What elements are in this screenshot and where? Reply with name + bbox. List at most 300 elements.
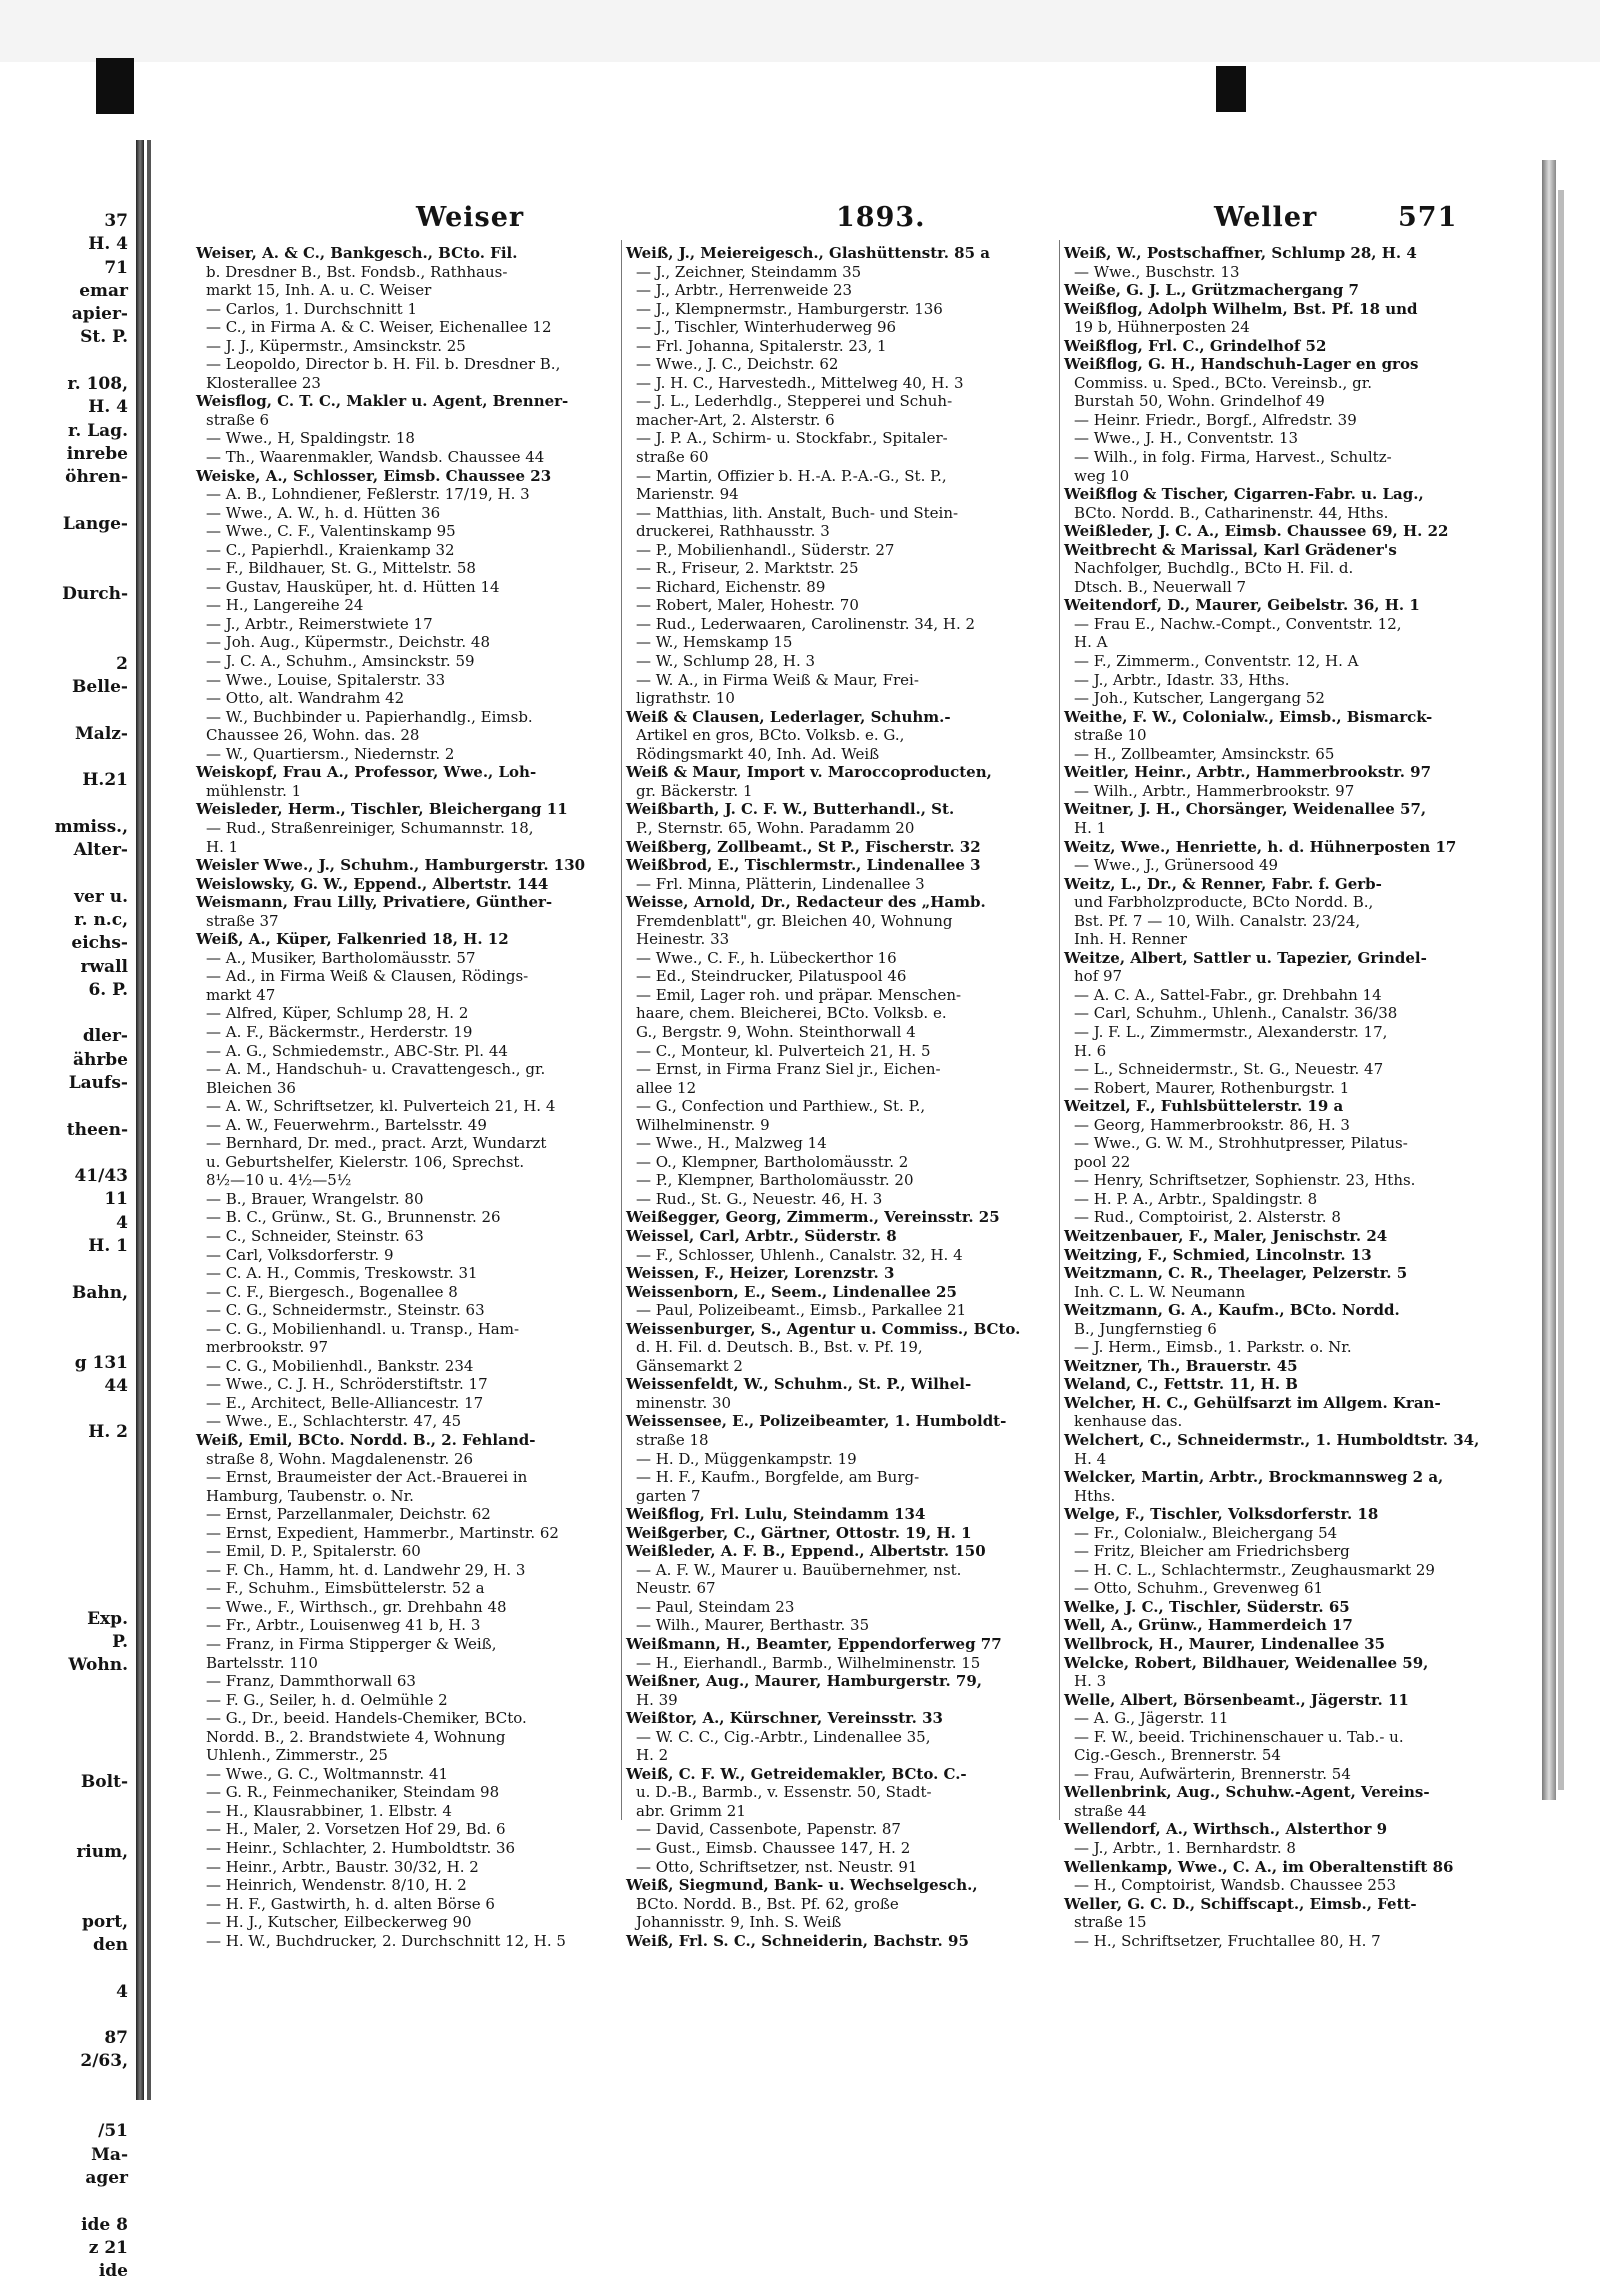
entry-line: — Wwe., G. C., Woltmannstr. 41 xyxy=(206,1764,449,1783)
entry-line: — H. J., Kutscher, Eilbeckerweg 90 xyxy=(206,1913,472,1932)
entry-heading: Weiß & Maur, Import v. Maroccoproducten, xyxy=(626,763,992,782)
entry-line: H. 3 xyxy=(1074,1672,1107,1691)
entry-heading: Weitzmann, G. A., Kaufm., BCto. Nordd. xyxy=(1064,1301,1400,1320)
entry-line: — Gustav, Hausküper, ht. d. Hütten 14 xyxy=(206,577,500,596)
entry-line: — B., Brauer, Wrangelstr. 80 xyxy=(206,1189,424,1208)
entry-line: — Otto, Schriftsetzer, nst. Neustr. 91 xyxy=(636,1857,918,1876)
margin-fragment xyxy=(0,1002,132,1025)
entry-line: straße 60 xyxy=(636,448,709,467)
entry-line: — Paul, Polizeibeamt., Eimsb., Parkallee 21 xyxy=(636,1301,967,1320)
entry-line: mühlenstr. 1 xyxy=(206,781,302,800)
entry-line: Bst. Pf. 7 — 10, Wilh. Canalstr. 23/24, xyxy=(1074,911,1361,930)
entry-line: allee 12 xyxy=(636,1078,697,1097)
header-left-keyword: Weiser xyxy=(416,202,525,233)
entry-heading: Weitzenbauer, F., Maler, Jenischstr. 24 xyxy=(1064,1226,1388,1245)
entry-line: — Rud., Comptoirist, 2. Alsterstr. 8 xyxy=(1074,1208,1341,1227)
entry-line: — F. G., Seiler, h. d. Oelmühle 2 xyxy=(206,1690,448,1709)
margin-fragment xyxy=(0,1724,132,1747)
entry-line: pool 22 xyxy=(1074,1152,1131,1171)
entry-line: — Ed., Steindrucker, Pilatuspool 46 xyxy=(636,967,907,986)
entry-line: — A. B., Lohndiener, Feßlerstr. 17/19, H. 3 xyxy=(206,485,530,504)
page-number: 571 xyxy=(1398,202,1458,233)
entry-line: markt 15, Inh. A. u. C. Weiser xyxy=(206,281,432,300)
entry-line: — A. F. W., Maurer u. Bauübernehmer, nst. xyxy=(636,1560,962,1579)
directory-column-2 xyxy=(626,244,1056,1950)
margin-fragment: 11 xyxy=(104,1189,128,1210)
margin-fragment xyxy=(0,1515,132,1538)
entry-heading: Welchert, C., Schneidermstr., 1. Humboldtstr. 34, xyxy=(1064,1431,1480,1449)
entry-line: — P., Klempner, Bartholomäusstr. 20 xyxy=(636,1171,914,1190)
entry-heading: Weitendorf, D., Maurer, Geibelstr. 36, H. 1 xyxy=(1064,596,1420,615)
entry-line: kenhause das. xyxy=(1074,1412,1183,1431)
margin-fragment xyxy=(0,1142,132,1165)
entry-line: BCto. Nordd. B., Bst. Pf. 62, große xyxy=(636,1894,899,1913)
margin-fragment: port, xyxy=(82,1911,128,1932)
entry-heading: Weiser, A. & C., Bankgesch., BCto. Fil. xyxy=(196,244,518,262)
entry-heading: Weißberg, Zollbeamt., St P., Fischerstr. 32 xyxy=(626,837,981,856)
entry-line: — Wwe., J. H., Conventstr. 13 xyxy=(1074,429,1299,448)
entry-line: — Fr., Arbtr., Louisenweg 41 b, H. 3 xyxy=(206,1616,481,1635)
margin-fragment: 71 xyxy=(104,257,128,278)
entry-line: Hths. xyxy=(1074,1486,1116,1505)
entry-line: — H., Klausrabbiner, 1. Elbstr. 4 xyxy=(206,1801,452,1820)
entry-line: H. 1 xyxy=(1074,818,1107,837)
entry-line: macher-Art, 2. Alsterstr. 6 xyxy=(636,410,835,429)
entry-line: hof 97 xyxy=(1074,967,1123,986)
margin-fragment: Alter- xyxy=(73,840,128,861)
directory-column-3 xyxy=(1064,244,1500,1950)
entry-line: — J. P. A., Schirm- u. Stockfabr., Spitaler- xyxy=(636,429,948,448)
entry-heading: Weißbarth, J. C. F. W., Butterhandl., St. xyxy=(626,800,955,819)
entry-heading: Weiß, Emil, BCto. Nordd. B., 2. Fehland- xyxy=(196,1431,536,1449)
margin-fragment: H. 1 xyxy=(88,1236,128,1257)
margin-fragment xyxy=(0,1468,132,1491)
entry-line: — C. G., Mobilienhdl., Bankstr. 234 xyxy=(206,1356,474,1375)
margin-fragment xyxy=(0,792,132,815)
entry-line: — A. G., Schmiedemstr., ABC-Str. Pl. 44 xyxy=(206,1041,508,1060)
entry-heading: Weithe, F. W., Colonialw., Eimsb., Bismarck- xyxy=(1064,707,1433,726)
entry-line: B., Jungfernstieg 6 xyxy=(1074,1319,1217,1338)
entry-line: — Wilh., Arbtr., Hammerbrookstr. 97 xyxy=(1074,781,1355,800)
entry-heading: Welge, F., Tischler, Volksdorferstr. 18 xyxy=(1064,1505,1379,1524)
entry-line: — A. C. A., Sattel-Fabr., gr. Drehbahn 14 xyxy=(1074,985,1382,1004)
entry-line: P., Sternstr. 65, Wohn. Paradamm 20 xyxy=(636,818,915,837)
entry-heading: Weitzing, F., Schmied, Lincolnstr. 13 xyxy=(1064,1245,1372,1264)
previous-page-strip xyxy=(0,210,132,2282)
entry-line: Chaussee 26, Wohn. das. 28 xyxy=(206,726,420,745)
entry-line: G., Bergstr. 9, Wohn. Steinthorwall 4 xyxy=(636,1022,916,1041)
entry-line: — Ernst, Parzellanmaler, Deichstr. 62 xyxy=(206,1505,491,1524)
margin-fragment: g 131 xyxy=(74,1352,128,1373)
entry-line: — H. W., Buchdrucker, 2. Durchschnitt 12, H. 5 xyxy=(206,1931,566,1950)
entry-line: — F., Schlosser, Uhlenh., Canalstr. 32, H. 4 xyxy=(636,1245,963,1264)
entry-line: — J., Arbtr., Reimerstwiete 17 xyxy=(206,614,433,633)
entry-heading: Weitz, Wwe., Henriette, h. d. Hühnerposten 17 xyxy=(1064,837,1457,856)
entry-heading: Weißner, Aug., Maurer, Hamburgerstr. 79, xyxy=(626,1672,983,1691)
entry-line: Bartelsstr. 110 xyxy=(206,1653,318,1672)
entry-line: Nachfolger, Buchdlg., BCto H. Fil. d. xyxy=(1074,559,1354,578)
entry-line: — Franz, Dammthorwall 63 xyxy=(206,1672,416,1691)
entry-line: — Wwe., F., Wirthsch., gr. Drehbahn 48 xyxy=(206,1597,507,1616)
entry-line: — Wwe., C. F., h. Lübeckerthor 16 xyxy=(636,948,897,967)
margin-fragment: Wohn. xyxy=(68,1655,128,1676)
entry-line: — H., Maler, 2. Vorsetzen Hof 29, Bd. 6 xyxy=(206,1820,506,1839)
header-right-keyword: Weller xyxy=(1214,202,1318,233)
margin-fragment: ager xyxy=(85,2167,128,2188)
entry-line: — L., Schneidermstr., St. G., Neuestr. 47 xyxy=(1074,1060,1384,1079)
entry-line: — Ernst, Expedient, Hammerbr., Martinstr. 62 xyxy=(206,1523,559,1542)
entry-line: — Ernst, Braumeister der Act.-Brauerei in xyxy=(206,1468,528,1487)
margin-fragment: Laufs- xyxy=(68,1072,128,1093)
page-edge xyxy=(1542,160,1556,1800)
entry-line: Burstah 50, Wohn. Grindelhof 49 xyxy=(1074,392,1325,411)
entry-line: — Wwe., C. J. H., Schröderstiftstr. 17 xyxy=(206,1375,488,1394)
entry-line: — G. R., Feinmechaniker, Steindam 98 xyxy=(206,1783,500,1802)
margin-fragment xyxy=(0,1095,132,1118)
margin-fragment: rwall xyxy=(80,956,128,977)
entry-line: — J. Herm., Eimsb., 1. Parkstr. o. Nr. xyxy=(1074,1338,1352,1357)
margin-fragment xyxy=(0,490,132,513)
margin-fragment xyxy=(0,746,132,769)
entry-line: — Robert, Maurer, Rothenburgstr. 1 xyxy=(1074,1078,1350,1097)
entry-line: u. Geburtshelfer, Kielerstr. 106, Sprechst. xyxy=(206,1152,525,1171)
entry-line: — Carl, Volksdorferstr. 9 xyxy=(206,1245,394,1264)
entry-line: — A. W., Schriftsetzer, kl. Pulverteich 21, H. 4 xyxy=(206,1097,556,1116)
entry-line: — R., Friseur, 2. Marktstr. 25 xyxy=(636,559,859,578)
entry-line: 19 b, Hühnerposten 24 xyxy=(1074,318,1250,337)
book-gutter xyxy=(136,140,144,2100)
entry-line: — H., Schriftsetzer, Fruchtallee 80, H. 7 xyxy=(1074,1931,1381,1950)
entry-line: — W. A., in Firma Weiß & Maur, Frei- xyxy=(636,670,919,689)
running-header xyxy=(196,200,1536,244)
margin-fragment xyxy=(0,1817,132,1840)
margin-fragment xyxy=(0,1957,132,1980)
entry-line: gr. Bäckerstr. 1 xyxy=(636,781,753,800)
entry-line: — Frau E., Nachw.-Compt., Conventstr. 12, xyxy=(1074,614,1402,633)
entry-line: d. H. Fil. d. Deutsch. B., Bst. v. Pf. 19, xyxy=(636,1338,923,1357)
margin-fragment xyxy=(0,2074,132,2097)
margin-fragment xyxy=(0,1491,132,1514)
entry-line: — F. Ch., Hamm, ht. d. Landwehr 29, H. 3 xyxy=(206,1560,526,1579)
directory-page xyxy=(196,200,1536,2100)
margin-fragment xyxy=(0,1305,132,1328)
margin-fragment: St. P. xyxy=(80,327,128,348)
entry-heading: Weißbrod, E., Tischlermstr., Lindenallee 3 xyxy=(626,856,981,875)
entry-line: Neustr. 67 xyxy=(636,1579,716,1598)
entry-heading: Welcke, Robert, Bildhauer, Weidenallee 59, xyxy=(1064,1653,1429,1672)
margin-fragment xyxy=(0,1864,132,1887)
entry-heading: Weitz, L., Dr., & Renner, Fabr. f. Gerb- xyxy=(1064,874,1382,893)
entry-line: — Joh. Aug., Küpermstr., Deichstr. 48 xyxy=(206,633,491,652)
entry-line: — Wwe., E., Schlachterstr. 47, 45 xyxy=(206,1412,462,1431)
entry-line: — W., Hemskamp 15 xyxy=(636,633,793,652)
entry-heading: Weitzner, Th., Brauerstr. 45 xyxy=(1064,1356,1298,1375)
entry-line: BCto. Nordd. B., Catharinenstr. 44, Hths. xyxy=(1074,503,1389,522)
page-edge xyxy=(1558,190,1564,1790)
entry-line: druckerei, Rathhausstr. 3 xyxy=(636,522,830,541)
margin-fragment: den xyxy=(92,1934,128,1955)
entry-heading: Weiß, Frl. S. C., Schneiderin, Bachstr. 95 xyxy=(626,1931,969,1950)
entry-line: Inh. C. L. W. Neumann xyxy=(1074,1282,1246,1301)
entry-heading: Weitbrecht & Marissal, Karl Grädener's xyxy=(1064,540,1397,559)
margin-fragment: r. 108, xyxy=(67,374,128,395)
entry-heading: Weitler, Heinr., Arbtr., Hammerbrookstr. 97 xyxy=(1064,763,1432,782)
entry-line: — C., Schneider, Steinstr. 63 xyxy=(206,1226,424,1245)
entry-line: H. 1 xyxy=(206,837,239,856)
entry-line: — H., Langereihe 24 xyxy=(206,596,364,615)
entry-line: — C. G., Mobilienhandl. u. Transp., Ham- xyxy=(206,1319,520,1338)
scan-top-margin xyxy=(0,0,1600,62)
entry-line: — Wwe., Louise, Spitalerstr. 33 xyxy=(206,670,446,689)
entry-line: — Robert, Maler, Hohestr. 70 xyxy=(636,596,859,615)
entry-line: — Wwe., J., Grünersood 49 xyxy=(1074,856,1279,875)
entry-heading: Weiske, A., Schlosser, Eimsb. Chaussee 23 xyxy=(196,466,552,485)
entry-heading: Weißflog, Frl. Lulu, Steindamm 134 xyxy=(626,1505,926,1524)
entry-line: — C. G., Schneidermstr., Steinstr. 63 xyxy=(206,1301,485,1320)
entry-line: — A. W., Feuerwehrm., Bartelsstr. 49 xyxy=(206,1115,487,1134)
entry-line: — Rud., Lederwaaren, Carolinenstr. 34, H. 2 xyxy=(636,614,976,633)
entry-line: Nordd. B., 2. Brandstwiete 4, Wohnung xyxy=(206,1727,506,1746)
entry-heading: Weißflog, Adolph Wilhelm, Bst. Pf. 18 und xyxy=(1064,299,1418,318)
margin-fragment: Bolt- xyxy=(80,1771,128,1792)
entry-line: — Leopoldo, Director b. H. Fil. b. Dresdner B., xyxy=(206,355,561,374)
entry-line: — J. F. L., Zimmermstr., Alexanderstr. 17, xyxy=(1074,1022,1388,1041)
margin-fragment: Bahn, xyxy=(71,1282,128,1303)
entry-line: — Frau, Aufwärterin, Brennerstr. 54 xyxy=(1074,1764,1351,1783)
entry-line: — Wwe., H., Malzweg 14 xyxy=(636,1134,827,1153)
margin-fragment: 4 xyxy=(116,1212,128,1233)
entry-line: merbrookstr. 97 xyxy=(206,1338,329,1357)
entry-line: — A. M., Handschuh- u. Cravattengesch., gr. xyxy=(206,1060,546,1079)
entry-line: — W., Schlump 28, H. 3 xyxy=(636,652,816,671)
entry-line: — Georg, Hammerbrookstr. 86, H. 3 xyxy=(1074,1115,1350,1134)
entry-line: Hamburg, Taubenstr. o. Nr. xyxy=(206,1486,414,1505)
margin-fragment: dler- xyxy=(82,1026,128,1047)
entry-line: — H. P. A., Arbtr., Spaldingstr. 8 xyxy=(1074,1189,1318,1208)
entry-line: straße 8, Wohn. Magdalenenstr. 26 xyxy=(206,1449,474,1468)
entry-line: — Emil, D. P., Spitalerstr. 60 xyxy=(206,1542,421,1561)
entry-line: Dtsch. B., Neuerwall 7 xyxy=(1074,577,1247,596)
entry-line: Klosterallee 23 xyxy=(206,373,321,392)
entry-line: — F., Bildhauer, St. G., Mittelstr. 58 xyxy=(206,559,476,578)
entry-line: — Frl. Johanna, Spitalerstr. 23, 1 xyxy=(636,336,887,355)
entry-line: H. A xyxy=(1074,633,1108,652)
margin-fragment xyxy=(0,1887,132,1910)
entry-line: weg 10 xyxy=(1074,466,1130,485)
margin-fragment: H. 4 xyxy=(88,234,128,255)
entry-line: — Wwe., Buschstr. 13 xyxy=(1074,262,1240,281)
entry-heading: Wellendorf, A., Wirthsch., Alsterthor 9 xyxy=(1064,1820,1388,1839)
entry-heading: Weißflog, G. H., Handschuh-Lager en gros xyxy=(1064,355,1419,374)
entry-heading: Weitzmann, C. R., Theelager, Pelzerstr. 5 xyxy=(1064,1264,1408,1283)
margin-fragment xyxy=(0,1678,132,1701)
entry-line: — Wilh., Maurer, Berthastr. 35 xyxy=(636,1616,870,1635)
entry-line: — Wwe., J. C., Deichstr. 62 xyxy=(636,355,839,374)
margin-fragment: H.21 xyxy=(82,770,128,791)
column-rule xyxy=(621,240,622,1820)
entry-line: — Carl, Schuhm., Uhlenh., Canalstr. 36/38 xyxy=(1074,1004,1398,1023)
entry-line: — F. W., beeid. Trichinenschauer u. Tab.- u. xyxy=(1074,1727,1404,1746)
entry-line: H. 4 xyxy=(1074,1449,1107,1468)
entry-line: — Frl. Minna, Plätterin, Lindenallee 3 xyxy=(636,874,925,893)
thumb-tab-marker xyxy=(96,58,134,114)
entry-line: abr. Grimm 21 xyxy=(636,1801,746,1820)
entry-line: — Joh., Kutscher, Langergang 52 xyxy=(1074,689,1325,708)
entry-heading: Welcher, H. C., Gehülfsarzt im Allgem. Kran- xyxy=(1064,1393,1441,1412)
entry-line: — Ernst, in Firma Franz Siel jr., Eichen- xyxy=(636,1060,941,1079)
margin-fragment: Durch- xyxy=(62,583,128,604)
entry-heading: Weismann, Frau Lilly, Privatiere, Günther- xyxy=(196,893,553,912)
margin-fragment: inrebe xyxy=(66,443,128,464)
margin-fragment: ver u. xyxy=(74,886,128,907)
entry-line: — C., Papierhdl., Kraienkamp 32 xyxy=(206,540,455,559)
entry-line: — C., in Firma A. & C. Weiser, Eichenallee 12 xyxy=(206,318,552,337)
margin-fragment: theen- xyxy=(66,1119,128,1140)
entry-line: Heinestr. 33 xyxy=(636,930,730,949)
margin-fragment xyxy=(0,1748,132,1771)
entry-line: Rödingsmarkt 40, Inh. Ad. Weiß xyxy=(636,744,880,763)
margin-fragment: 4 xyxy=(116,1981,128,2002)
entry-line: — H. C. L., Schlachtermstr., Zeughausmarkt 29 xyxy=(1074,1560,1435,1579)
entry-line: ligrathstr. 10 xyxy=(636,689,735,708)
entry-heading: Welcker, Martin, Arbtr., Brockmannsweg 2 a, xyxy=(1064,1468,1444,1487)
margin-fragment xyxy=(0,350,132,373)
entry-line: b. Dresdner B., Bst. Fondsb., Rathhaus- xyxy=(206,262,508,281)
margin-fragment xyxy=(0,1561,132,1584)
entry-heading: Weislowsky, G. W., Eppend., Albertstr. 144 xyxy=(196,874,549,893)
entry-heading: Weitze, Albert, Sattler u. Tapezier, Grindel- xyxy=(1064,948,1427,967)
entry-line: — Carlos, 1. Durchschnitt 1 xyxy=(206,299,418,318)
entry-line: Bleichen 36 xyxy=(206,1078,296,1097)
entry-line: — Emil, Lager roh. und präpar. Menschen- xyxy=(636,985,962,1004)
entry-line: — Henry, Schriftsetzer, Sophienstr. 23, Hths. xyxy=(1074,1171,1416,1190)
entry-heading: Well, A., Grünw., Hammerdeich 17 xyxy=(1064,1616,1353,1635)
margin-fragment: r. Lag. xyxy=(67,420,128,441)
entry-line: — J. H. C., Harvestedh., Mittelweg 40, H. 3 xyxy=(636,373,964,392)
margin-fragment xyxy=(0,1585,132,1608)
entry-line: — H., Comptoirist, Wandsb. Chaussee 253 xyxy=(1074,1876,1397,1895)
entry-line: — H., Eierhandl., Barmb., Wilhelminenstr. 15 xyxy=(636,1653,981,1672)
margin-fragment: ide xyxy=(98,2261,128,2282)
entry-line: straße 44 xyxy=(1074,1801,1147,1820)
entry-line: — Heinr., Arbtr., Baustr. 30/32, H. 2 xyxy=(206,1857,479,1876)
entry-line: — F., Zimmerm., Conventstr. 12, H. A xyxy=(1074,652,1359,671)
entry-heading: Weißleder, J. C. A., Eimsb. Chaussee 69, H. 22 xyxy=(1064,522,1449,541)
entry-line: — P., Mobilienhandl., Süderstr. 27 xyxy=(636,540,895,559)
entry-line: straße 10 xyxy=(1074,726,1147,745)
entry-line: — Wwe., G. W. M., Strohhutpresser, Pilatus- xyxy=(1074,1134,1408,1153)
entry-line: — H. F., Gastwirth, h. d. alten Börse 6 xyxy=(206,1894,495,1913)
entry-heading: Weißegger, Georg, Zimmerm., Vereinsstr. 25 xyxy=(626,1208,1000,1227)
entry-line: H. 6 xyxy=(1074,1041,1107,1060)
entry-line: straße 18 xyxy=(636,1431,709,1449)
entry-heading: Weisler Wwe., J., Schuhm., Hamburgerstr. 130 xyxy=(196,856,586,875)
entry-line: — J., Zeichner, Steindamm 35 xyxy=(636,262,862,281)
entry-line: Johannisstr. 9, Inh. S. Weiß xyxy=(636,1913,842,1932)
margin-fragment: Malz- xyxy=(74,723,128,744)
entry-line: — O., Klempner, Bartholomäusstr. 2 xyxy=(636,1152,909,1171)
margin-fragment: 2 xyxy=(116,653,128,674)
entry-line: — W., Buchbinder u. Papierhandlg., Eimsb. xyxy=(206,707,533,726)
margin-fragment: ide 8 xyxy=(81,2214,128,2235)
entry-line: Inh. H. Renner xyxy=(1074,930,1187,949)
entry-line: — H., Zollbeamter, Amsinckstr. 65 xyxy=(1074,744,1335,763)
margin-fragment: mmiss., xyxy=(54,816,128,837)
margin-fragment: H. 4 xyxy=(88,397,128,418)
entry-line: — Heinr., Schlachter, 2. Humboldtstr. 36 xyxy=(206,1839,516,1858)
entry-line: — Wwe., A. W., h. d. Hütten 36 xyxy=(206,503,441,522)
entry-line: — C. A. H., Commis, Treskowstr. 31 xyxy=(206,1264,478,1283)
margin-fragment: Exp. xyxy=(87,1608,128,1629)
entry-line: straße 15 xyxy=(1074,1913,1147,1932)
entry-line: — Otto, Schuhm., Grevenweg 61 xyxy=(1074,1579,1324,1598)
entry-line: — J., Arbtr., Idastr. 33, Hths. xyxy=(1074,670,1290,689)
entry-line: — Wwe., H, Spaldingstr. 18 xyxy=(206,429,415,448)
entry-heading: Weiß, J., Meiereigesch., Glashüttenstr. 85 a xyxy=(626,244,990,262)
entry-line: straße 6 xyxy=(206,410,270,429)
entry-heading: Weißtor, A., Kürschner, Vereinsstr. 33 xyxy=(626,1709,943,1728)
entry-heading: Weiße, G. J. L., Grützmachergang 7 xyxy=(1064,281,1359,300)
margin-fragment: Lange- xyxy=(62,513,128,534)
entry-heading: Weiß, C. F. W., Getreidemakler, BCto. C.- xyxy=(626,1764,967,1783)
margin-fragment xyxy=(0,862,132,885)
entry-heading: Weissensee, E., Polizeibeamter, 1. Humboldt- xyxy=(626,1412,1007,1431)
margin-fragment: apier- xyxy=(71,304,128,325)
margin-fragment: Belle- xyxy=(72,676,128,697)
margin-fragment xyxy=(0,1328,132,1351)
entry-heading: Weissenborn, E., Seem., Lindenallee 25 xyxy=(626,1282,957,1301)
entry-heading: Weißleder, A. F. B., Eppend., Albertstr. 150 xyxy=(626,1542,986,1561)
entry-line: — J., Arbtr., 1. Bernhardstr. 8 xyxy=(1074,1839,1296,1858)
entry-line: — W. C. C., Cig.-Arbtr., Lindenallee 35, xyxy=(636,1727,931,1746)
entry-heading: Weller, G. C. D., Schiffscapt., Eimsb., Fett- xyxy=(1064,1894,1417,1913)
entry-line: markt 47 xyxy=(206,985,276,1004)
entry-line: Cig.-Gesch., Brennerstr. 54 xyxy=(1074,1746,1281,1765)
entry-line: — A., Musiker, Bartholomäusstr. 57 xyxy=(206,948,476,967)
margin-fragment xyxy=(0,1701,132,1724)
entry-line: — Matthias, lith. Anstalt, Buch- und Stein- xyxy=(636,503,959,522)
entry-line: — Bernhard, Dr. med., pract. Arzt, Wundarzt xyxy=(206,1134,547,1153)
entry-line: — J. C. A., Schuhm., Amsinckstr. 59 xyxy=(206,652,475,671)
entry-line: H. 2 xyxy=(636,1746,669,1765)
entry-line: — B. C., Grünw., St. G., Brunnenstr. 26 xyxy=(206,1208,501,1227)
entry-line: haare, chem. Bleicherei, BCto. Volksb. e. xyxy=(636,1004,947,1023)
margin-fragment: emar xyxy=(79,280,128,301)
entry-line: — Fritz, Bleicher am Friedrichsberg xyxy=(1074,1542,1350,1561)
margin-fragment: r. n.c, xyxy=(74,909,128,930)
entry-line: H. 39 xyxy=(636,1690,678,1709)
entry-line: minenstr. 30 xyxy=(636,1393,732,1412)
entry-line: — C. F., Biergesch., Bogenallee 8 xyxy=(206,1282,458,1301)
entry-heading: Wellenbrink, Aug., Schuhw.-Agent, Vereins- xyxy=(1064,1783,1430,1802)
entry-heading: Weiß, Siegmund, Bank- u. Wechselgesch., xyxy=(626,1876,978,1895)
entry-line: — Alfred, Küper, Schlump 28, H. 2 xyxy=(206,1004,469,1023)
margin-fragment: z 21 xyxy=(88,2237,128,2258)
directory-column-1 xyxy=(196,244,618,1950)
entry-heading: Weißgerber, C., Gärtner, Ottostr. 19, H. 1 xyxy=(626,1523,972,1542)
entry-line: — J. J., Küpermstr., Amsinckstr. 25 xyxy=(206,336,466,355)
entry-line: — Franz, in Firma Stipperger & Weiß, xyxy=(206,1635,497,1654)
entry-line: — Fr., Colonialw., Bleichergang 54 xyxy=(1074,1523,1338,1542)
entry-line: — Gust., Eimsb. Chaussee 147, H. 2 xyxy=(636,1839,911,1858)
entry-line: — A. G., Jägerstr. 11 xyxy=(1074,1709,1229,1728)
entry-line: — G., Confection und Parthiew., St. P., xyxy=(636,1097,926,1116)
entry-line: — Rud., St. G., Neuestr. 46, H. 3 xyxy=(636,1189,883,1208)
margin-fragment: Ma- xyxy=(91,2144,128,2165)
entry-heading: Weisflog, C. T. C., Makler u. Agent, Brenner- xyxy=(196,392,569,411)
margin-fragment: öhren- xyxy=(65,467,128,488)
entry-line: — J. L., Lederhdlg., Stepperei und Schuh- xyxy=(636,392,953,411)
